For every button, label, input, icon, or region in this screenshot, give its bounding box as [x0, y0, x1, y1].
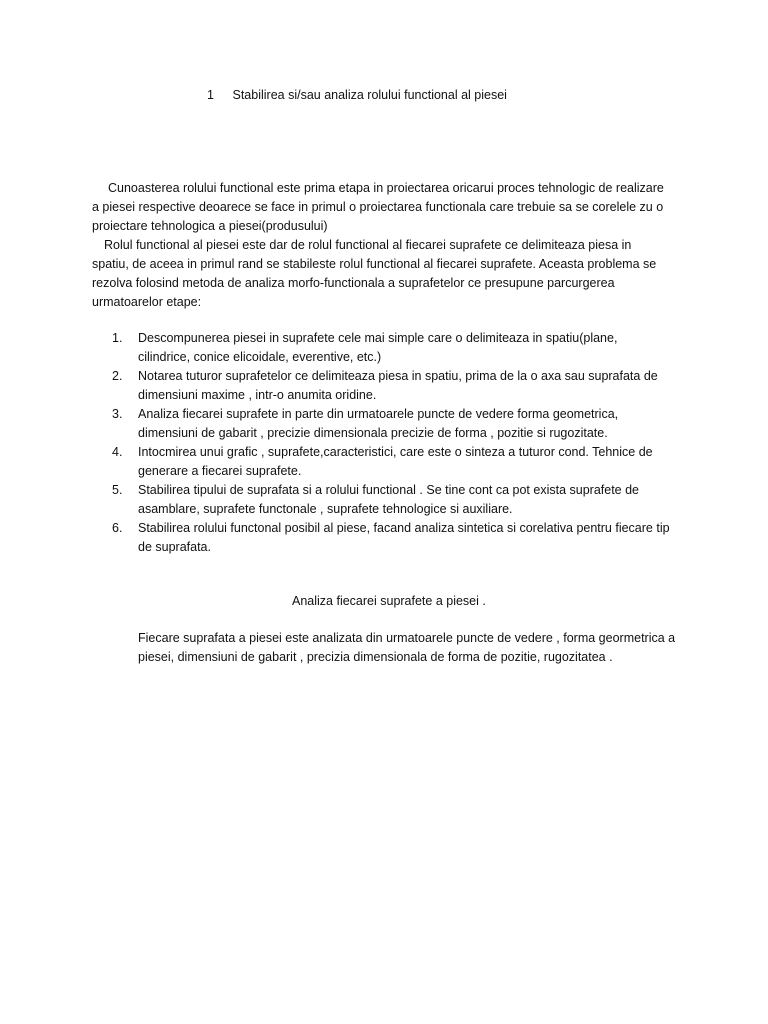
intro-paragraph-1: Cunoasterea rolului functional este prima etapa in proiectarea oricarui proces tehnologic de realizare a piesei respective deoarece se face in primul o proiectarea functionala care trebuie sa se corelele zu o proiectare tehnologica a piesei(produsului): [92, 181, 664, 233]
list-item-text: Stabilirea rolului functonal posibil al piese, facand analiza sintetica si corelativa pentru fiecare tip de suprafata.: [138, 521, 670, 554]
list-item-number: 1.: [112, 331, 123, 345]
list-item-number: 4.: [112, 445, 123, 459]
closing-paragraph: Fiecare suprafata a piesei este analizata din urmatoarele puncte de vedere , forma geormetrica a piesei, dimensiuni de gabarit , precizia dimensionala de forma de pozitie, rugozitatea .: [138, 631, 676, 664]
list-item-text: Stabilirea tipului de suprafata si a rolului functional . Se tine cont ca pot exista suprafete de asamblare, suprafete functonale , suprafete tehnologice si auxiliare.: [138, 483, 639, 516]
heading-text: Stabilirea si/sau analiza rolului functional al piesei: [232, 88, 507, 102]
list-item: [92, 443, 672, 481]
list-item-text: Analiza fiecarei suprafete in parte din urmatoarele puncte de vedere forma geometrica, dimensiuni de gabarit , precizie dimensionala precizie de forma , pozitie si rugozitate.: [138, 407, 619, 440]
steps-list: [92, 329, 672, 557]
section-heading: [207, 86, 507, 105]
list-item: [92, 329, 672, 367]
intro-paragraph-2: Rolul functional al piesei este dar de rolul functional al fiecarei suprafete ce delimiteaza piesa in spatiu, de aceea in primul rand se stabileste rolul functional al fiecarei suprafete. Aceasta problema se rezolva folosind metoda de analiza morfo-functionala a suprafetelor ce presupune parcurgerea urmatoarelor etape:: [92, 238, 657, 309]
closing-text: [138, 629, 678, 667]
subsection-title: Analiza fiecarei suprafete a piesei .: [292, 594, 486, 608]
list-item-number: 6.: [112, 521, 123, 535]
list-item-text: Intocmirea unui grafic , suprafete,caracteristici, care este o sinteza a tuturor cond. Tehnice de generare a fiecarei suprafete.: [138, 445, 653, 478]
list-item: [92, 367, 672, 405]
list-item-text: Notarea tuturor suprafetelor ce delimiteaza piesa in spatiu, prima de la o axa sau suprafata de dimensiuni maxime , intr-o anumita oridine.: [138, 369, 658, 402]
list-item: [92, 405, 672, 443]
list-item-text: Descompunerea piesei in suprafete cele mai simple care o delimiteaza in spatiu(plane, cilindrice, conice elicoidale, everentive, etc.): [138, 331, 618, 364]
list-item-number: 2.: [112, 369, 123, 383]
heading-number: 1: [207, 88, 214, 102]
intro-text: [92, 179, 670, 312]
list-item-number: 3.: [112, 407, 123, 421]
list-item: [92, 481, 672, 519]
list-item: [92, 519, 672, 557]
list-item-number: 5.: [112, 483, 123, 497]
